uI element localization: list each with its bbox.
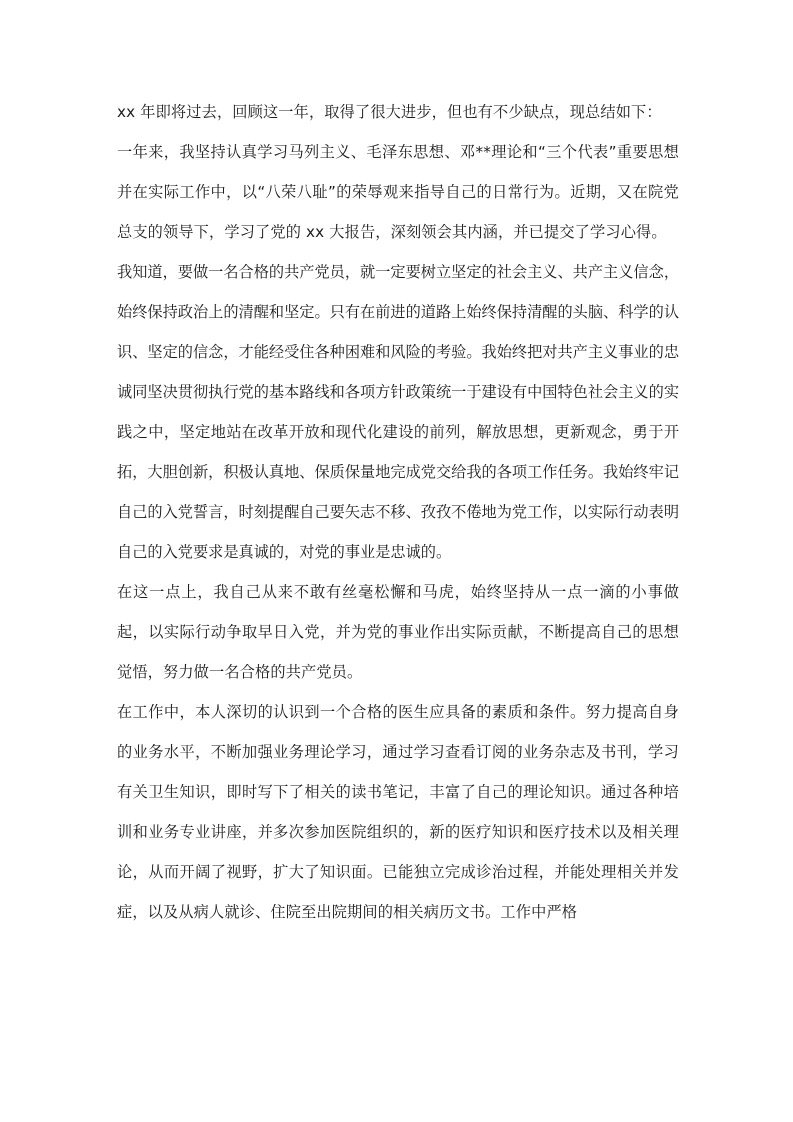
paragraph-4: 在这一点上，我自己从来不敢有丝毫松懈和马虎，始终坚持从一点一滴的小事做起，以实际行动争取早日入党，并为党的事业作出实际贡献，不断提高自己的思想觉悟，努力做一名合格的共产党员。 [117,583,679,681]
paragraph-5: 在工作中，本人深切的认识到一个合格的医生应具备的素质和条件。努力提高自身的业务水平，不断加强业务理论学习，通过学习查看订阅的业务杂志及书刊，学习有关卫生知识，即时写下了相关的读书笔记，丰富了自己的理论知识。通过各种培训和业务专业讲座，并多次参加医院组织的，新的医疗知识和医疗技术以及相关理论，从而开阔了视野，扩大了知识面。已能独立完成诊治过程，并能处理相关并发症，以及从病人就诊、住院至出院期间的相关病历文书。工作中严格 [117,703,679,921]
document-body [117,92,679,932]
paragraph-1: xx 年即将过去，回顾这一年，取得了很大进步，但也有不少缺点，现总结如下： [117,103,662,121]
paragraph-2: 一年来，我坚持认真学习马列主义、毛泽东思想、邓**理论和“三个代表”重要思想并在实际工作中，以“八荣八耻”的荣辱观来指导自己的日常行为。近期，又在院党总支的领导下，学习了党的 xx 大报告，深刻领会其内涵，并已提交了学习心得。 [117,143,679,241]
paragraph-3: 我知道，要做一名合格的共产党员，就一定要树立坚定的社会主义、共产主义信念，始终保持政治上的清醒和坚定。只有在前进的道路上始终保持清醒的头脑、科学的认识、坚定的信念，才能经受住各种困难和风险的考验。我始终把对共产主义事业的忠诚同坚决贯彻执行党的基本路线和各项方针政策统一于建设有中国特色社会主义的实践之中，坚定地站在改革开放和现代化建设的前列，解放思想，更新观念，勇于开拓，大胆创新，积极认真地、保质保量地完成党交给我的各项工作任务。我始终牢记自己的入党誓言，时刻提醒自己要矢志不移、孜孜不倦地为党工作，以实际行动表明自己的入党要求是真诚的，对党的事业是忠诚的。 [117,263,679,561]
